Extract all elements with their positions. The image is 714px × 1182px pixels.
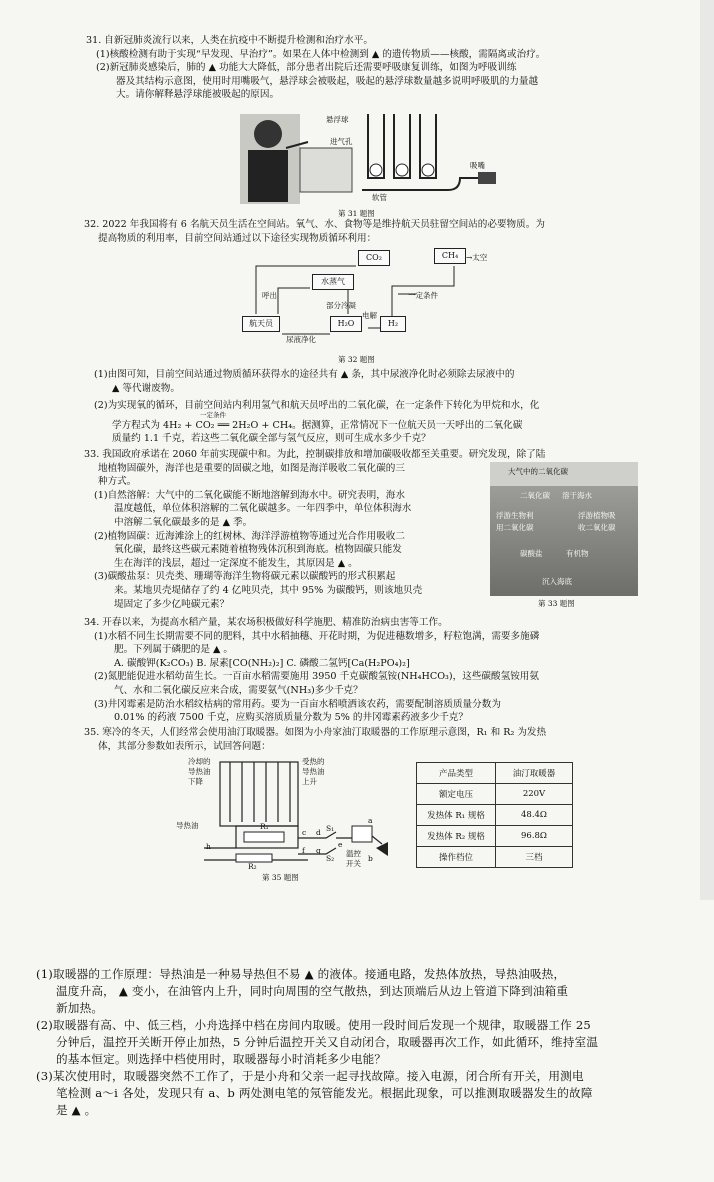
fig33-plankton-1: 浮游生物利: [496, 511, 534, 520]
switch-point-e: e: [338, 840, 343, 849]
question-33: [84, 448, 545, 611]
fig33-dissolve: 溶于海水: [562, 491, 592, 500]
equation-condition: 一定条件: [200, 411, 226, 419]
page-edge-shadow: [700, 0, 714, 900]
switch-point-h: h: [206, 842, 211, 851]
q34-line: (2)氮肥能促进水稻幼苗生长。一百亩水稻需要施用 3950 千克碳酸氢铵(NH₄HCO₃)，这些碳酸氢铵用氨: [94, 671, 539, 683]
person-head: [254, 120, 282, 148]
switch-point-d: d: [316, 828, 321, 837]
q33-line: 生在海洋的浅层，超过一定深度不能发生，其原因是 ▲ 。: [114, 557, 358, 569]
question-31: [86, 34, 545, 102]
table-row: [417, 847, 573, 868]
q33-line: 温度越低，单位体积溶解的二氧化碳越多。一年四季中，单位体积海水: [114, 503, 412, 515]
table-row: [417, 826, 573, 847]
switch-s1: S₁: [326, 824, 335, 833]
fig35-hot-2: 导热油: [302, 767, 325, 776]
edge-label-electrolysis: 电解: [362, 311, 377, 320]
q35-figure: [176, 756, 396, 872]
q35-sub-line: 分钟后，温控开关断开停止加热，5 分钟后温控开关又自动闭合，取暖器再次工作，如此循环，维持室温: [56, 1035, 599, 1049]
q35-sub-line: 温度升高， ▲ 变小，在油管内上升，同时向周围的空气散热，到达顶端后从边上管道下降到油箱重: [56, 984, 569, 998]
q31-caption: 第 31 题图: [338, 209, 375, 218]
fig35-hot-1: 受热的: [302, 757, 325, 766]
fig33-organic: 有机物: [566, 549, 589, 558]
q33-line: 种方式。: [98, 476, 137, 488]
q34-line: 0.01% 的药液 7500 千克，应购买溶质质量分数为 5% 的井冈霉素药液多少千克？: [114, 712, 468, 724]
q34-line: 气、水和二氧化碳反应来合成，需要氨气(NH₃)多少千克？: [114, 684, 363, 696]
q32-part: (2)为实现氧的循环，目前空间站内利用氢气和航天员呼出的二氧化碳，在一定条件下转化为甲烷和水，化: [94, 400, 540, 412]
edge-label-space: →太空: [466, 253, 488, 262]
edge-label-condense: 部分冷凝: [326, 301, 356, 310]
q35-sub-line: 新加热。: [56, 1001, 104, 1015]
switch-point-b: b: [368, 854, 373, 863]
edge-label-condition: 一定条件: [408, 291, 438, 300]
fig31-label-mouthpiece: 吸嘴: [470, 161, 485, 170]
q32-part: 质量约 1.1 千克，若这些二氧化碳全部与氢气反应，则可生成水多少千克？: [112, 433, 431, 445]
fig31-label-hose: 软管: [372, 193, 387, 202]
q35-sub-line: (2)取暖器有高、中、低三档，小舟选择中档在房间内取暖。使用一段时间后发现一个规律，取暖器工作 25: [36, 1018, 591, 1032]
trainer-columns: [362, 114, 488, 190]
q31-line: 31. 自新冠肺炎流行以来，人类在抗疫中不断提升检测和治疗水平。: [86, 35, 373, 46]
q32-line: 提高物质的利用率，目前空间站通过以下途径实现物质循环利用：: [98, 232, 377, 244]
table-cell: 96.8Ω: [496, 826, 573, 847]
q32-part: (1)由图可知，目前空间站通过物质循环获得水的途径共有 ▲ 条，其中尿液净化时必须除去尿液中的: [94, 369, 515, 380]
heater-body: [220, 762, 298, 826]
q34-line: (3)井冈霉素是防治水稻纹枯病的常用药。要为一百亩水稻喷洒该农药，需要配制溶质质量分数为: [94, 698, 501, 710]
q31-line: (2)新冠肺炎感染后，肺的 ▲ 功能大大降低，部分患者出院后还需要呼吸康复训练，如图为呼吸训练: [96, 62, 517, 74]
node-ch4: CH₄: [434, 248, 466, 264]
q33-line: (2)植物固碳：近海滩涂上的红树林、海洋浮游植物等通过光合作用吸收二: [94, 530, 405, 542]
fig35-thermo-1: 温控: [346, 849, 361, 858]
fig35-oil: 导热油: [176, 821, 199, 830]
trainer-device: [300, 148, 352, 192]
q33-caption: 第 33 题图: [538, 599, 575, 608]
q33-line: (1)自然溶解：大气中的二氧化碳能不断地溶解到海水中。研究表明，海水: [94, 489, 405, 501]
floating-balls: [370, 164, 434, 176]
node-co2: CO₂: [358, 250, 390, 266]
fig35-cold-3: 下降: [188, 777, 203, 786]
fig33-plankton-2: 用二氧化碳: [496, 523, 534, 532]
q35-line: 体，其部分参数如表所示，试回答问题：: [98, 740, 271, 752]
switch-point-a: a: [368, 816, 373, 825]
table-row: [417, 784, 573, 805]
fig33-phyto-2: 收二氧化碳: [578, 523, 616, 532]
fig31-label-ball: 悬浮球: [326, 115, 349, 124]
q32-line: 32. 2022 年我国将有 6 名航天员生活在空间站。氧气、水、食物等是维持航天员驻留空间站的必要物质。为: [84, 219, 545, 230]
resistor-r1: [244, 832, 284, 842]
node-h2: H₂: [380, 316, 406, 332]
q35-line: 35. 寒冷的冬天，人们经常会使用油汀取暖器。如图为小舟家油汀取暖器的工作原理示意图，R₁ 和 R₂ 为发热: [84, 727, 547, 738]
table-cell: 产品类型: [417, 763, 496, 784]
fig35-hot-3: 上升: [302, 777, 317, 786]
temp-switch: [352, 826, 372, 842]
switch-point-f: f: [302, 846, 305, 855]
q31-line: 器及其结构示意图，使用时用嘴吸气，悬浮球会被吸起，吸起的悬浮球数量越多说明呼吸肌的力量越: [116, 75, 539, 87]
q35-caption: 第 35 题图: [262, 873, 299, 882]
node-astronaut: 航天员: [242, 316, 280, 332]
q31-line: (1)核酸检测有助于实现“早发现、早治疗”。如果在人体中检测到 ▲ 的遗传物质——核酸，需隔离或治疗。: [96, 48, 546, 60]
fig33-phyto-1: 浮游植物吸: [578, 511, 616, 520]
table-cell: 操作档位: [417, 847, 496, 868]
switch-point-c: c: [302, 828, 307, 837]
question-35: [84, 726, 546, 753]
q32-part: ▲ 等代谢废物。: [112, 382, 180, 394]
q32-diagram: [238, 244, 508, 348]
q33-line: 地植物固碳外，海洋也是重要的固碳之地，如图是海洋吸收二氧化碳的三: [98, 462, 405, 474]
q35-sub-line: (3)某次使用时，取暖器突然不工作了，于是小舟和父亲一起寻找故障。接入电源，闭合所有开关，用测电: [36, 1069, 584, 1083]
node-h2o: H₂O: [330, 316, 362, 332]
table-cell: 额定电压: [417, 784, 496, 805]
question-34: [84, 616, 539, 725]
q35-subquestions: [36, 966, 598, 1119]
q34-line: 肥。下列属于磷肥的是 ▲ 。: [114, 644, 234, 656]
fig33-seabed: 沉入海底: [542, 577, 572, 586]
table-cell: 发热体 R₂ 规格: [417, 826, 496, 847]
q33-line: 来。某地贝壳堤储存了约 4 亿吨贝壳，其中 95% 为碳酸钙，则该地贝壳: [114, 584, 423, 596]
table-cell: 发热体 R₁ 规格: [417, 805, 496, 826]
node-water-vapor: 水蒸气: [312, 274, 354, 290]
resistor-r2: [236, 854, 272, 862]
q32-caption: 第 32 题图: [338, 355, 375, 364]
q33-figure: [490, 462, 638, 596]
fig35-cold-2: 导热油: [188, 767, 211, 776]
fig35-r1: R₁: [260, 822, 269, 831]
q33-line: (3)碳酸盐泵：贝壳类、珊瑚等海洋生物将碳元素以碳酸钙的形式积累起: [94, 571, 396, 583]
fig35-r2: R₂: [248, 862, 257, 871]
q31-figure: [238, 108, 508, 208]
table-cell: 48.4Ω: [496, 805, 573, 826]
q34-line: A. 碳酸钾(K₂CO₃) B. 尿素[CO(NH₂)₂] C. 磷酸二氢钙[Ca(H₂PO₄)₂]: [114, 657, 410, 669]
fig33-co2: 二氧化碳: [520, 491, 550, 500]
q32-parts: [94, 368, 539, 446]
table-cell: 油汀取暖器: [496, 763, 573, 784]
table-cell: 220V: [496, 784, 573, 805]
table-row: [417, 805, 573, 826]
switch-s2: S₂: [326, 854, 335, 863]
q33-line: 堤固定了多少亿吨碳元素？: [114, 598, 230, 610]
fig33-atmosphere-co2: 大气中的二氧化碳: [508, 467, 568, 476]
q35-sub-line: (1)取暖器的工作原理：导热油是一种易导热但不易 ▲ 的液体。接通电路，发热体放热，导热油吸热，: [36, 967, 566, 981]
q35-sub-line: 是 ▲ 。: [56, 1103, 97, 1117]
power-plug: [376, 842, 388, 856]
q33-line: 氧化碳，最终这些碳元素随着植物残体沉积到海底。植物固碳只能发: [114, 544, 402, 556]
q35-spec-table: [416, 762, 573, 868]
fig35-thermo-2: 开关: [346, 859, 361, 868]
q31-line: 大。请你解释悬浮球能被吸起的原因。: [116, 89, 280, 101]
q35-sub-line: 笔检测 a～i 各处，发现只有 a、b 两处测电笔的氖管能发光。根据此现象，可以推测取暖器发生的故障: [56, 1086, 593, 1100]
q33-line: 33. 我国政府承诺在 2060 年前实现碳中和。为此，控制碳排放和增加碳吸收都至关重要。研究发现，除了陆: [84, 449, 546, 460]
question-32: [84, 218, 545, 245]
q34-line: 34. 开春以来，为提高水稻产量，某农场积极做好科学施肥、精准防治病虫害等工作。: [84, 617, 448, 628]
q34-line: (1)水稻不同生长期需要不同的肥料，其中水稻抽穗、开花时期，为促进穗数增多，籽粒饱满，需要多施磷: [94, 630, 540, 642]
edge-label-urine: 尿液净化: [286, 335, 316, 344]
person-body: [248, 150, 288, 202]
q35-sub-line: 的基本恒定。则选择中档使用时，取暖器每小时消耗多少电能？: [56, 1052, 387, 1066]
fig31-label-inlet: 进气孔: [330, 137, 353, 146]
mouthpiece: [478, 172, 496, 184]
fig33-carbonate: 碳酸盐: [520, 549, 543, 558]
edge-label-exhale: 呼出: [262, 291, 277, 300]
table-cell: 三档: [496, 847, 573, 868]
q32-part: 学方程式为 4H₂ + CO₂ ══ 2H₂O + CH₄。据测算，正常情况下一位航天员一天呼出的二氧化碳: [112, 419, 523, 431]
fig35-cold-1: 冷却的: [188, 757, 211, 766]
q33-line: 中溶解二氧化碳最多的是 ▲ 季。: [114, 516, 253, 528]
switch-point-g: g: [316, 846, 321, 855]
table-row: [417, 763, 573, 784]
